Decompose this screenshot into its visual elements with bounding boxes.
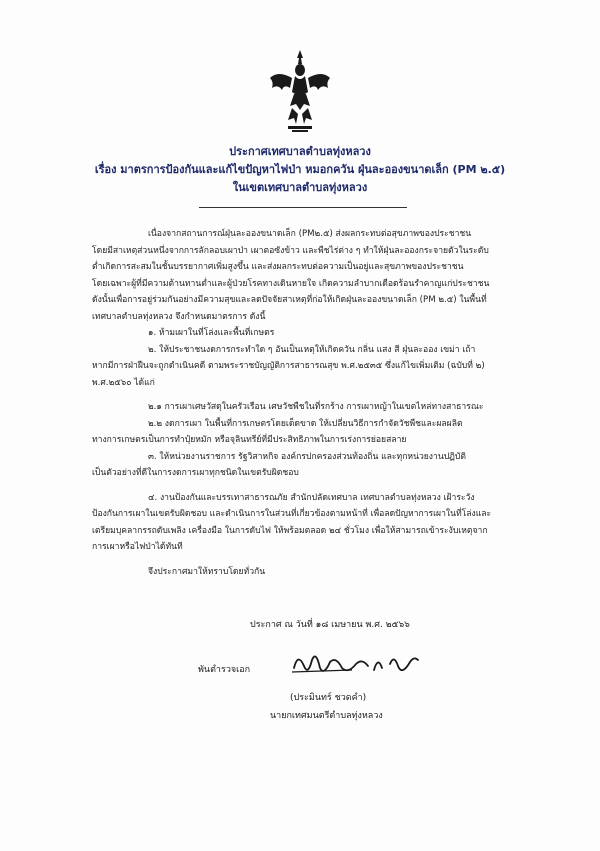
title-divider bbox=[199, 207, 407, 208]
body-line: เป็นตัวอย่างที่ดีในการงดการเผาทุกชนิดในเขตรับผิดชอบ bbox=[92, 468, 299, 478]
title-issuer: ประกาศเทศบาลตำบลทุ่งหลวง bbox=[229, 145, 371, 158]
body-line: การเผาหรือไฟป่าได้ทันที bbox=[92, 542, 183, 552]
handwritten-signature-icon bbox=[282, 646, 422, 686]
title-area: ในเขตเทศบาลตำบลทุ่งหลวง bbox=[232, 181, 368, 194]
body-line: เทศบาลตำบลทุ่งหลวง จึงกำหนดมาตรการ ดังนี้ bbox=[92, 311, 266, 322]
body-line: ดังนั้นเพื่อการอยู่ร่วมกันอย่างมีความสุขและลดปัจจัยสาเหตุที่ก่อให้เกิดฝุ่นละอองขนาดเล็ก (PM ๒.๕) ในพื้นที่ bbox=[92, 295, 487, 305]
paragraph-gap bbox=[92, 556, 530, 564]
title-subject: เรื่อง มาตรการป้องกันและแก้ไขปัญหาไฟป่า หมอกควัน ฝุ่นละอองขนาดเล็ก (PM ๒.๕) bbox=[94, 163, 506, 176]
body-line: ๑. ห้ามเผาในที่โล่งและพื้นที่เกษตร bbox=[148, 328, 275, 338]
body-line: ทางการเกษตรเป็นการทำปุ๋ยหมัก หรือจุลินทรีย์ที่มีประสิทธิภาพในการเร่งการย่อยสลาย bbox=[92, 435, 407, 445]
body-line: เตรียมบุคลากรรถดับเพลิง เครื่องมือ ในการดับไฟ ให้พร้อมตลอด ๒๔ ชั่วโมง เพื่อให้สามารถเข้าระงับเหตุจาก bbox=[92, 525, 488, 536]
body-line: ป้องกันการเผาในเขตรับผิดชอบ และดำเนินการในส่วนที่เกี่ยวข้องตามหน้าที่ เพื่อลดปัญหาการเผาในที่โล่งและ bbox=[92, 509, 492, 519]
body-line: หากมีการฝ่าฝืนจะถูกดำเนินคดี ตามพระราชบัญญัติการสาธารณสุข พ.ศ.๒๕๓๕ ซึ่งแก้ไขเพิ่มเติม (ฉบับที่ ๒) bbox=[92, 361, 485, 371]
signer-position: นายกเทศมนตรีตำบลทุ่งหลวง bbox=[270, 711, 383, 721]
body-line: โดยมีสาเหตุส่วนหนึ่งจากการลักลอบเผาป่า เผาตอซังข้าว และพืชไร่ต่าง ๆ ทำให้ฝุ่นละอองกระจายตัวในระดับ bbox=[92, 245, 489, 256]
body-line: ๒.๒ งดการเผา ในพื้นที่การเกษตรโดยเด็ดขาด ให้เปลี่ยนวิธีการกำจัดวัชพืชและผลผลิต bbox=[148, 418, 463, 429]
announcement-title bbox=[0, 143, 600, 197]
body-line: ๔. งานป้องกันและบรรเทาสาธารณภัย สำนักปลัดเทศบาล เทศบาลตำบลทุ่งหลวง เฝ้าระวัง bbox=[148, 492, 475, 503]
body-line: จึงประกาศมาให้ทราบโดยทั่วกัน bbox=[148, 566, 266, 577]
body-line: โดยเฉพาะผู้ที่มีความต้านทานต่ำและผู้ป่วยโรคทางเดินหายใจ เกิดความลำบากเดือดร้อนรำคาญแก่ประชาชน bbox=[92, 278, 490, 289]
signer-rank: พันตำรวจเอก bbox=[198, 665, 251, 675]
body-line: ๒.๑ การเผาเศษวัสดุในครัวเรือน เศษวัชพืชในที่รกร้าง การเผาหญ้าในเขตไหล่ทางสาธารณะ bbox=[148, 402, 484, 412]
paragraph-gap bbox=[92, 482, 530, 490]
paragraph-gap bbox=[92, 391, 530, 399]
body-line: ต่ำเกิดการสะสมในชั้นบรรยากาศเพิ่มสูงขึ้น และส่งผลกระทบต่อความเป็นอยู่และสุขภาพของประชาชน bbox=[92, 262, 464, 272]
announcement-date: ประกาศ ณ วันที่ ๑๘ เมษายน พ.ศ. ๒๕๖๖ bbox=[250, 620, 410, 630]
garuda-emblem-icon bbox=[268, 48, 332, 138]
signer-name: (ประมินทร์ ชวดคำ) bbox=[290, 693, 367, 703]
body-line: ๓. ให้หน่วยงานราชการ รัฐวิสาหกิจ องค์กรปกครองส่วนท้องถิ่น และทุกหน่วยงานปฏิบัติ bbox=[148, 451, 466, 462]
body-line: เนื่องจากสถานการณ์ฝุ่นละอองขนาดเล็ก (PM๒.๕) ส่งผลกระทบต่อสุขภาพของประชาชน bbox=[148, 229, 472, 239]
body-line: พ.ศ.๒๕๖๐ ได้แก่ bbox=[92, 377, 155, 388]
announcement-body bbox=[92, 226, 530, 580]
body-line: ๒. ให้ประชาชนงดการกระทำใด ๆ อันเป็นเหตุให้เกิดควัน กลิ่น แสง สี ฝุ่นละออง เขม่า เถ้า bbox=[148, 344, 476, 355]
